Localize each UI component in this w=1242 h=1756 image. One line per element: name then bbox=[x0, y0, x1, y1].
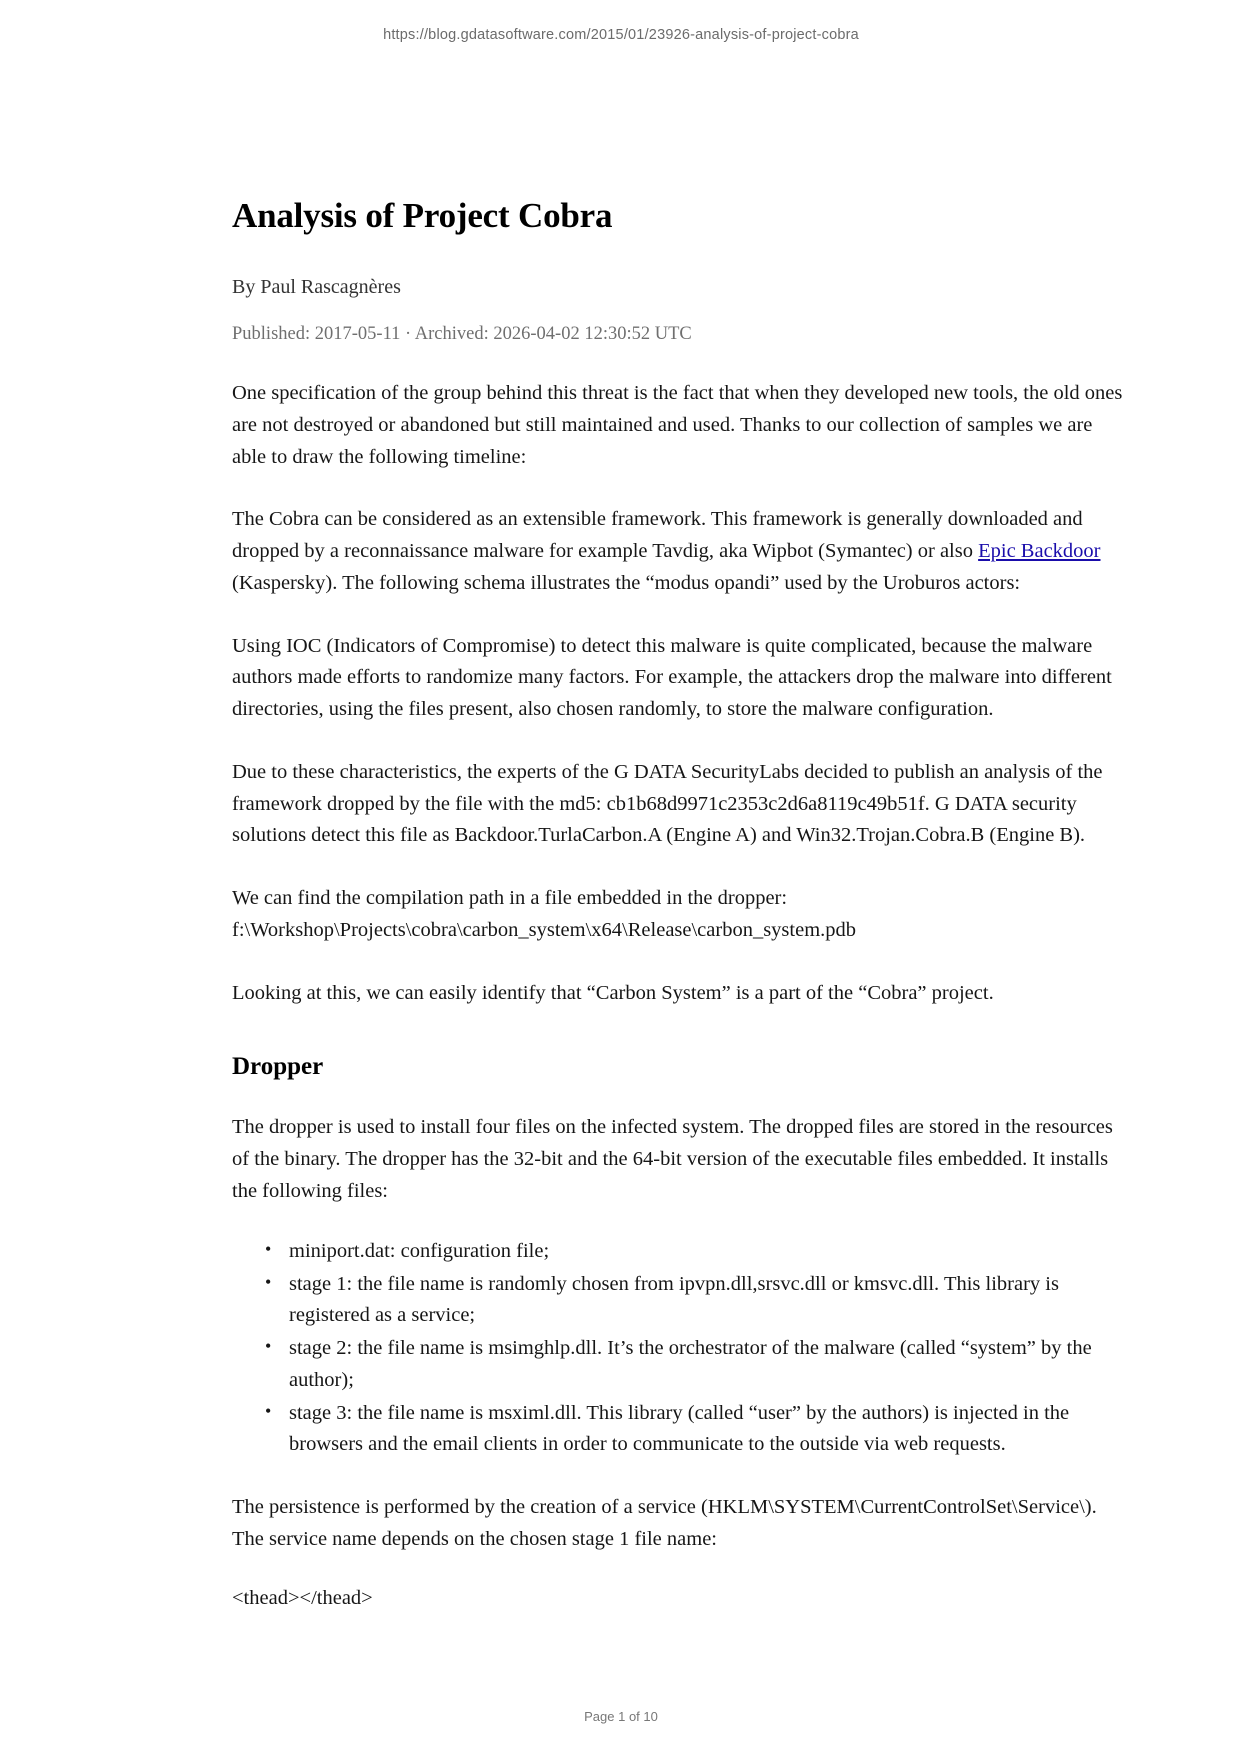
publication-info: Published: 2017-05-11 · Archived: 2026-04-02 12:30:52 UTC bbox=[232, 324, 692, 344]
dropped-files-list bbox=[232, 1236, 1126, 1461]
section-heading-dropper: Dropper bbox=[232, 1053, 324, 1081]
paragraph-compilation-path: We can find the compilation path in a file embedded in the dropper: f:\Workshop\Projects\cobra\carbon_system\x64\Release\carbon_system.pdb bbox=[232, 887, 857, 941]
paragraph-dropper-intro: The dropper is used to install four files on the infected system. The dropped files are stored in the resources of the binary. The dropper has the 32-bit and the 64-bit version of the executable files embedded. It installs the following files: bbox=[232, 1116, 1113, 1203]
author-byline: By Paul Rascagnères bbox=[232, 276, 401, 298]
page-title: Analysis of Project Cobra bbox=[232, 196, 613, 235]
list-item: • miniport.dat: configuration file; bbox=[289, 1236, 1126, 1268]
paragraph-framework bbox=[232, 504, 1126, 599]
paragraph-framework-part1: The Cobra can be considered as an extensible framework. This framework is generally downloaded and dropped by a reconnaissance malware for example Tavdig, aka Wipbot (Symantec) or also bbox=[232, 508, 1083, 563]
paragraph-analysis: Due to these characteristics, the experts of the G DATA SecurityLabs decided to publish an analysis of the framework dropped by the file with the md5: cb1b68d9971c2353c2d6a8119c49b51f. G DATA security solutions detect this file as Backdoor.TurlaCarbon.A (Engine A) and Win32.Trojan.Cobra.B (Engine B). bbox=[232, 760, 1103, 847]
paragraph-ioc: Using IOC (Indicators of Compromise) to detect this malware is quite complicated, because the malware authors made efforts to randomize many factors. For example, the attackers drop the malware into different directories, using the files present, also chosen randomly, to store the malware configuration. bbox=[232, 634, 1112, 721]
list-item: • stage 1: the file name is randomly chosen from ipvpn.dll,srsvc.dll or kmsvc.dll. This library is registered as a service; bbox=[289, 1269, 1126, 1333]
source-url: https://blog.gdatasoftware.com/2015/01/23926-analysis-of-project-cobra bbox=[383, 27, 859, 43]
document-content bbox=[116, 43, 1126, 1610]
paragraph-framework-part2: (Kaspersky). The following schema illustrates the “modus opandi” used by the Uroburos actors: bbox=[232, 571, 1021, 594]
paragraph-persistence: The persistence is performed by the creation of a service (HKLM\SYSTEM\CurrentControlSet\Service\). The service name depends on the chosen stage 1 file name: bbox=[232, 1496, 1097, 1550]
list-item: • stage 2: the file name is msimghlp.dll. It’s the orchestrator of the malware (called “system” by the author); bbox=[289, 1333, 1126, 1397]
epic-backdoor-link[interactable]: Epic Backdoor bbox=[978, 540, 1101, 563]
page-footer: Page 1 of 10 bbox=[584, 1709, 658, 1724]
raw-markup-artifact: <thead></thead> bbox=[232, 1586, 373, 1609]
paragraph-carbon-system: Looking at this, we can easily identify that “Carbon System” is a part of the “Cobra” project. bbox=[232, 981, 994, 1004]
paragraph-intro: One specification of the group behind this threat is the fact that when they developed new tools, the old ones are not destroyed or abandoned but still maintained and used. Thanks to our collection of samples we are able to draw the following timeline: bbox=[232, 382, 1123, 468]
list-item: • stage 3: the file name is msximl.dll. This library (called “user” by the authors) is injected in the browsers and the email clients in order to communicate to the outside via web requests. bbox=[289, 1398, 1126, 1462]
